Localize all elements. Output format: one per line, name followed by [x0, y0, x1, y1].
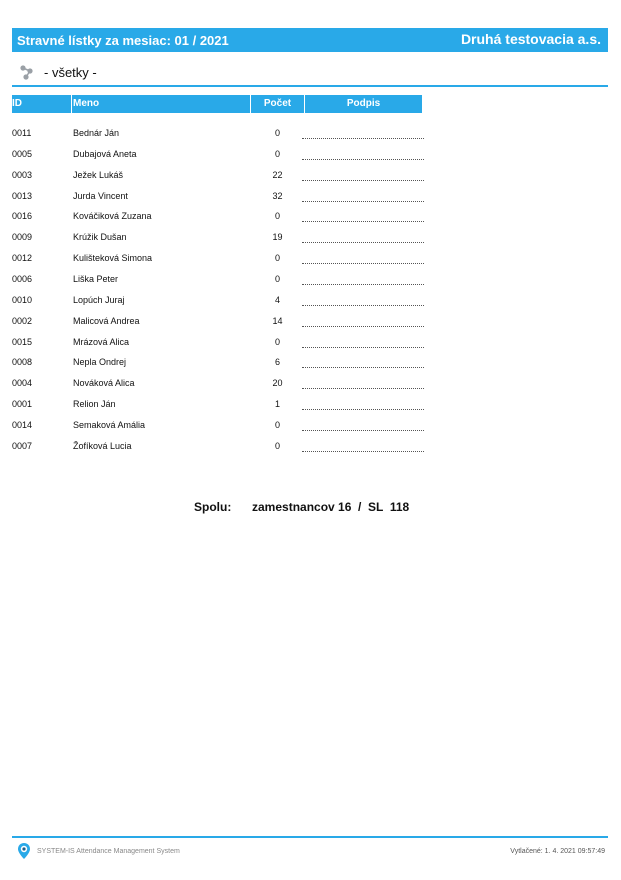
row-id: 0014 [12, 419, 33, 430]
signature-line [302, 366, 424, 368]
report-header [12, 28, 608, 52]
row-name: Bednár Ján [73, 128, 120, 138]
row-name: Lopúch Juraj [73, 294, 125, 305]
column-header-name: Meno [72, 95, 250, 113]
row-id: 0006 [12, 273, 33, 284]
row-count: 4 [274, 294, 280, 305]
header-divider [12, 85, 608, 87]
table-row [0, 122, 430, 142]
row-name: Nováková Alica [73, 378, 135, 389]
row-id: 0013 [12, 190, 33, 201]
row-count: 19 [272, 232, 283, 243]
row-name: Jurda Vincent [73, 190, 128, 201]
row-name: Relion Ján [73, 399, 116, 410]
table-row [0, 164, 430, 184]
summary-label: Spolu: [194, 500, 232, 514]
row-count: 0 [274, 211, 280, 222]
table-row [0, 331, 430, 351]
row-id: 0003 [12, 169, 33, 180]
column-header-count: Počet [251, 95, 304, 113]
row-id: 0008 [12, 357, 33, 368]
row-name: Dubajová Aneta [73, 148, 137, 159]
row-count: 22 [272, 169, 283, 180]
table-row [0, 351, 430, 371]
signature-line [302, 325, 424, 327]
row-id: 0015 [12, 336, 33, 347]
row-count: 0 [274, 253, 280, 264]
signature-line [302, 450, 424, 452]
footer-divider [12, 836, 608, 838]
signature-line [302, 429, 424, 431]
row-name: Kulišteková Simona [73, 253, 153, 264]
row-name: Krúžik Dušan [73, 232, 127, 243]
row-name: Nepla Ondrej [73, 357, 127, 368]
row-id: 0012 [12, 253, 33, 264]
signature-line [302, 408, 424, 410]
table-row [0, 289, 430, 309]
branch-icon [18, 63, 36, 81]
signature-line [302, 262, 424, 264]
row-id: 0001 [12, 399, 33, 410]
row-id: 0007 [12, 440, 33, 451]
table-row [0, 372, 430, 392]
row-name: Mrázová Alica [73, 336, 130, 347]
table-row [0, 414, 430, 434]
table-row [0, 226, 430, 246]
row-count: 0 [274, 336, 280, 347]
footer-printed-date: Vytlačené: 1. 4. 2021 09:57:49 [510, 848, 605, 855]
summary-value: zamestnancov 16 / SL 118 [252, 500, 410, 514]
row-count: 0 [274, 273, 280, 284]
table-row [0, 393, 430, 413]
signature-line [302, 387, 424, 389]
signature-line [302, 241, 424, 243]
column-header-signature: Podpis [305, 95, 422, 113]
column-header-id: ID [12, 95, 71, 113]
signature-line [302, 200, 424, 202]
report-title: Stravné lístky za mesiac: 01 / 2021 [17, 33, 229, 48]
signature-line [302, 283, 424, 285]
row-id: 0016 [12, 211, 33, 222]
system-logo-icon [17, 842, 31, 860]
row-id: 0005 [12, 148, 33, 159]
row-name: Semaková Amália [73, 419, 146, 430]
table-row [0, 247, 430, 267]
table-row [0, 143, 430, 163]
signature-line [302, 304, 424, 306]
row-name: Žofíková Lucia [73, 440, 132, 451]
signature-line [302, 137, 424, 139]
row-count: 0 [274, 128, 280, 138]
table-row [0, 205, 430, 225]
signature-line [302, 220, 424, 222]
row-name: Liška Peter [73, 273, 119, 284]
row-id: 0010 [12, 294, 33, 305]
row-count: 0 [274, 419, 280, 430]
row-id: 0011 [12, 128, 32, 138]
row-name: Ježek Lukáš [73, 169, 124, 180]
row-count: 32 [272, 190, 283, 201]
row-count: 6 [274, 357, 280, 368]
signature-line [302, 179, 424, 181]
table-row [0, 268, 430, 288]
row-name: Malicová Andrea [73, 315, 140, 326]
row-count: 14 [272, 315, 283, 326]
row-count: 0 [274, 148, 280, 159]
footer-system-name: SYSTEM-IS Attendance Management System [37, 848, 180, 855]
table-row [0, 435, 430, 455]
row-count: 1 [274, 399, 280, 410]
row-id: 0004 [12, 378, 33, 389]
table-row [0, 185, 430, 205]
row-id: 0002 [12, 315, 33, 326]
signature-line [302, 346, 424, 348]
table-row [0, 310, 430, 330]
row-id: 0009 [12, 232, 33, 243]
row-name: Kováčiková Zuzana [73, 211, 152, 222]
row-count: 20 [272, 378, 283, 389]
row-count: 0 [274, 440, 280, 451]
signature-line [302, 158, 424, 160]
company-name: Druhá testovacia a.s. [460, 31, 601, 47]
filter-label: - všetky - [44, 65, 97, 80]
